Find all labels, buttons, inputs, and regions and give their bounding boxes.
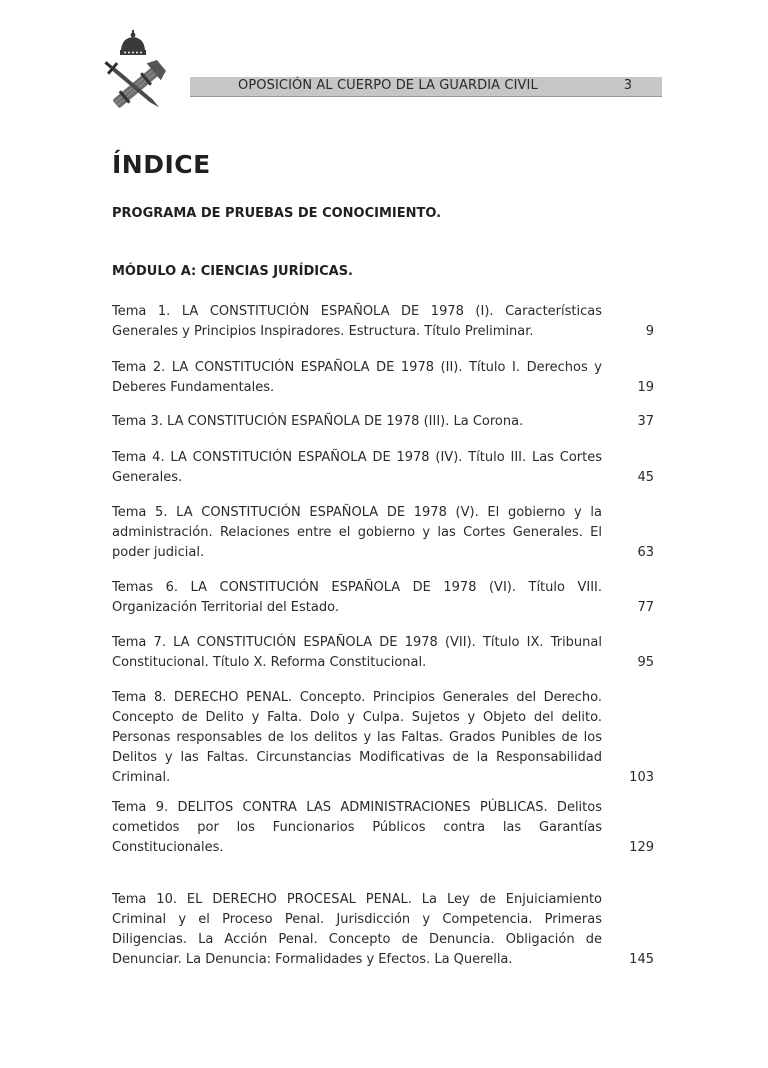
- toc-entry-text: Tema 8. DERECHO PENAL. Concepto. Principios Generales del Derecho. Concepto de Delito y Falta. Dolo y Culpa. Sujetos y Objeto del delito. Personas responsables de los delitos y las Faltas. Grados Punibles de los Delitos y las Faltas. Circunstancias Modificativas de la Responsabilidad Criminal.: [112, 690, 602, 785]
- toc-entry-1: [112, 302, 654, 342]
- guardia-civil-emblem-icon: [100, 30, 174, 122]
- toc-entry-text: Temas 6. LA CONSTITUCIÓN ESPAÑOLA DE 1978 (VI). Título VIII. Organización Territorial del Estado.: [112, 580, 602, 615]
- toc-entry-10: [112, 890, 654, 970]
- toc-entry-3: [112, 412, 654, 432]
- toc-entry-page: 63: [637, 545, 654, 560]
- toc-entry-text: Tema 9. DELITOS CONTRA LAS ADMINISTRACIONES PÚBLICAS. Delitos cometidos por los Funcionarios Públicos contra las Garantías Constitucionales.: [112, 800, 602, 855]
- toc-entry-page: 145: [629, 952, 654, 967]
- toc-entry-text: Tema 5. LA CONSTITUCIÓN ESPAÑOLA DE 1978 (V). El gobierno y la administración. Relaciones entre el gobierno y las Cortes Generales. El poder judicial.: [112, 505, 602, 560]
- toc-entry-page: 95: [637, 655, 654, 670]
- toc-entry-4: [112, 448, 654, 488]
- toc-entry-9: [112, 798, 654, 858]
- toc-entry-text: Tema 7. LA CONSTITUCIÓN ESPAÑOLA DE 1978 (VII). Título IX. Tribunal Constitucional. Título X. Reforma Constitucional.: [112, 635, 602, 670]
- toc-entry-page: 37: [637, 414, 654, 429]
- toc-entry-text: Tema 10. EL DERECHO PROCESAL PENAL. La Ley de Enjuiciamiento Criminal y el Proceso Penal. Jurisdicción y Competencia. Primeras Diligencias. La Acción Penal. Concepto de Denuncia. Obligación de Denunciar. La Denuncia: Formalidades y Efectos. La Querella.: [112, 892, 602, 967]
- toc-entry-text: Tema 2. LA CONSTITUCIÓN ESPAÑOLA DE 1978 (II). Título I. Derechos y Deberes Fundamentales.: [112, 360, 602, 395]
- toc-entry-page: 103: [629, 770, 654, 785]
- toc-entry-2: [112, 358, 654, 398]
- toc-entry-text: Tema 4. LA CONSTITUCIÓN ESPAÑOLA DE 1978 (IV). Título III. Las Cortes Generales.: [112, 450, 602, 485]
- toc-entry-text: Tema 3. LA CONSTITUCIÓN ESPAÑOLA DE 1978 (III). La Corona.: [112, 414, 524, 429]
- module-title: MÓDULO A: CIENCIAS JURÍDICAS.: [112, 264, 353, 279]
- toc-entry-6: [112, 578, 654, 618]
- program-title: PROGRAMA DE PRUEBAS DE CONOCIMIENTO.: [112, 206, 442, 221]
- toc-entry-7: [112, 633, 654, 673]
- toc-entry-page: 19: [637, 380, 654, 395]
- toc-entry-8: [112, 688, 654, 788]
- header-title: OPOSICIÓN AL CUERPO DE LA GUARDIA CIVIL: [238, 78, 538, 93]
- header-page-number: 3: [623, 78, 632, 93]
- toc-entry-page: 129: [629, 840, 654, 855]
- index-title: ÍNDICE: [112, 150, 211, 179]
- toc-entry-text: Tema 1. LA CONSTITUCIÓN ESPAÑOLA DE 1978 (I). Características Generales y Principios Inspiradores. Estructura. Título Preliminar.: [112, 304, 602, 339]
- toc-entry-page: 77: [637, 600, 654, 615]
- running-header: [190, 77, 662, 97]
- toc-entry-5: [112, 503, 654, 563]
- toc-entry-page: 45: [637, 470, 654, 485]
- toc-entry-page: 9: [645, 324, 654, 339]
